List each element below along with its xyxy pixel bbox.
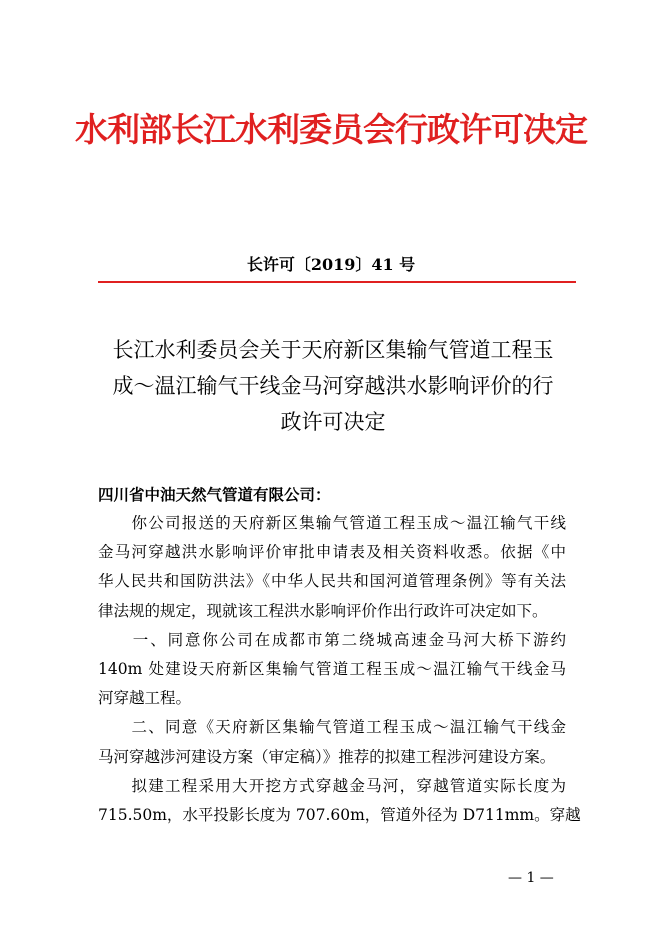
decision-title-line: 成～温江输气干线金马河穿越洪水影响评价的行: [112, 374, 554, 398]
decision-title-line: 长江水利委员会关于天府新区集输气管道工程玉: [112, 338, 554, 362]
decision-title-line: 政许可决定: [280, 410, 386, 434]
body-text: [98, 509, 581, 830]
body-line: 河穿越工程。: [98, 689, 192, 708]
document-number: 长许可〔2019〕41 号: [246, 255, 416, 274]
body-line: 715.50m，水平投影长度为 707.60m，管道外径为 D711mm。穿越: [98, 806, 581, 825]
document-header-title: 水利部长江水利委员会行政许可决定: [75, 110, 587, 149]
body-line: 华人民共和国防洪法》《中华人民共和国河道管理条例》等有关法: [98, 572, 566, 591]
body-line: 拟建工程采用大开挖方式穿越金马河，穿越管道实际长度为: [98, 776, 566, 795]
body-line: 你公司报送的天府新区集输气管道工程玉成～温江输气干线: [98, 514, 566, 532]
body-line: 马河穿越涉河建设方案（审定稿）》推荐的拟建工程涉河建设方案。: [98, 747, 556, 766]
body-line: 金马河穿越洪水影响评价审批申请表及相关资料收悉。依据《中: [98, 543, 566, 562]
addressee: 四川省中油天然气管道有限公司：: [98, 485, 331, 504]
body-line: 律法规的规定，现就该工程洪水影响评价作出行政许可决定如下。: [98, 601, 548, 620]
decision-title: [98, 332, 568, 440]
body-line: 一、同意你公司在成都市第二绕城高速金马河大桥下游约: [98, 630, 566, 649]
body-line: 140m 处建设天府新区集输气管道工程玉成～温江输气干线金马: [98, 660, 566, 679]
red-divider-line: [98, 281, 576, 283]
body-line: 二、同意《天府新区集输气管道工程玉成～温江输气干线金: [98, 718, 566, 737]
page-number: — 1 —: [508, 870, 554, 886]
